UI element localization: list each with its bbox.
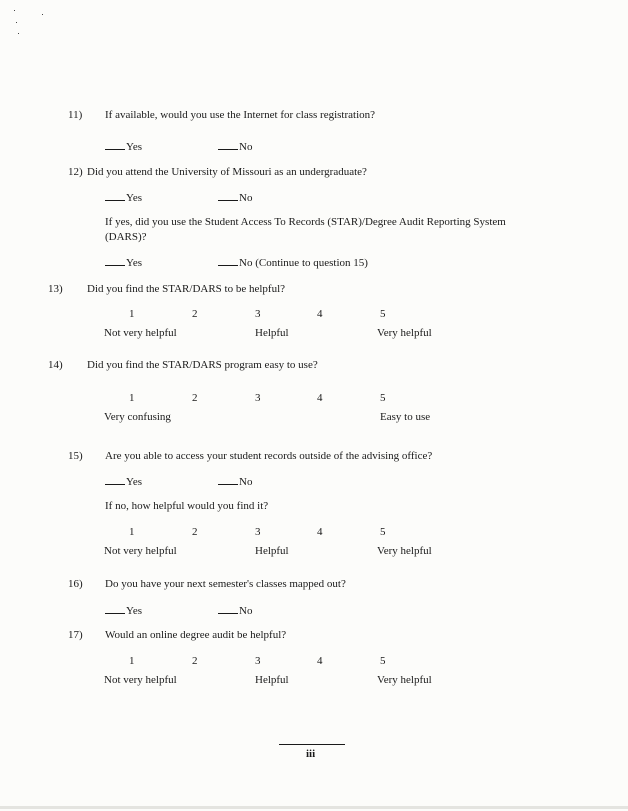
- q17-label-low: Not very helpful: [104, 674, 177, 686]
- q17-scale-4[interactable]: 4: [317, 655, 323, 667]
- q16-no-option[interactable]: No: [218, 604, 252, 617]
- q12-text: Did you attend the University of Missouri as an undergraduate?: [87, 166, 367, 178]
- q12-followup-line2: (DARS)?: [105, 231, 147, 243]
- q16-yes-option[interactable]: Yes: [105, 604, 142, 617]
- q17-text: Would an online degree audit be helpful?: [105, 629, 287, 641]
- q14-number: 14): [48, 359, 63, 371]
- q12-followup-no-option[interactable]: No (Continue to question 15): [218, 256, 368, 269]
- answer-blank[interactable]: [218, 475, 238, 485]
- page-number: iii: [306, 748, 316, 760]
- q14-scale-4[interactable]: 4: [317, 392, 323, 404]
- scan-speck: [42, 14, 43, 15]
- q15-scale-5[interactable]: 5: [380, 526, 386, 538]
- answer-blank[interactable]: [105, 140, 125, 150]
- q17-scale-1[interactable]: 1: [129, 655, 135, 667]
- scan-speck: [14, 10, 15, 11]
- q14-scale-3[interactable]: 3: [255, 392, 261, 404]
- q16-text: Do you have your next semester's classes mapped out?: [105, 578, 346, 590]
- q14-scale-1[interactable]: 1: [129, 392, 135, 404]
- q11-text: If available, would you use the Internet for class registration?: [105, 109, 376, 121]
- q13-text: Did you find the STAR/DARS to be helpful?: [87, 283, 286, 295]
- answer-blank[interactable]: [218, 191, 238, 201]
- q12-number: 12): [68, 166, 83, 178]
- q15-no-option[interactable]: No: [218, 475, 252, 488]
- answer-blank[interactable]: [218, 140, 238, 150]
- q17-scale-2[interactable]: 2: [192, 655, 198, 667]
- q14-scale-5[interactable]: 5: [380, 392, 386, 404]
- q13-label-high: Very helpful: [377, 327, 432, 339]
- q11-yes-option[interactable]: Yes: [105, 140, 142, 153]
- q17-number: 17): [68, 629, 83, 641]
- q13-scale-4[interactable]: 4: [317, 308, 323, 320]
- q15-label-mid: Helpful: [255, 545, 289, 557]
- answer-blank[interactable]: [218, 604, 238, 614]
- q15-scale-3[interactable]: 3: [255, 526, 261, 538]
- q12-no-option[interactable]: No: [218, 191, 252, 204]
- q14-scale-2[interactable]: 2: [192, 392, 198, 404]
- q13-scale-5[interactable]: 5: [380, 308, 386, 320]
- q13-label-mid: Helpful: [255, 327, 289, 339]
- answer-blank[interactable]: [105, 604, 125, 614]
- scan-speck: [18, 33, 19, 34]
- q15-text: Are you able to access your student records outside of the advising office?: [105, 450, 433, 462]
- q15-followup: If no, how helpful would you find it?: [105, 500, 269, 512]
- q17-label-high: Very helpful: [377, 674, 432, 686]
- scan-speck: [16, 22, 17, 23]
- q15-yes-option[interactable]: Yes: [105, 475, 142, 488]
- q15-scale-4[interactable]: 4: [317, 526, 323, 538]
- q13-scale-2[interactable]: 2: [192, 308, 198, 320]
- q14-text: Did you find the STAR/DARS program easy to use?: [87, 359, 318, 371]
- q15-label-low: Not very helpful: [104, 545, 177, 557]
- answer-blank[interactable]: [105, 475, 125, 485]
- q13-scale-3[interactable]: 3: [255, 308, 261, 320]
- answer-blank[interactable]: [218, 256, 238, 266]
- q15-scale-1[interactable]: 1: [129, 526, 135, 538]
- q15-number: 15): [68, 450, 83, 462]
- q14-label-low: Very confusing: [104, 411, 171, 423]
- answer-blank[interactable]: [105, 191, 125, 201]
- q13-scale-1[interactable]: 1: [129, 308, 135, 320]
- scan-bottom-edge: [0, 806, 628, 809]
- q13-label-low: Not very helpful: [104, 327, 177, 339]
- q17-label-mid: Helpful: [255, 674, 289, 686]
- q11-no-option[interactable]: No: [218, 140, 252, 153]
- footer-rule: [279, 744, 345, 745]
- q16-number: 16): [68, 578, 83, 590]
- answer-blank[interactable]: [105, 256, 125, 266]
- q14-label-high: Easy to use: [380, 411, 431, 423]
- q12-followup-yes-option[interactable]: Yes: [105, 256, 142, 269]
- q11-number: 11): [68, 109, 83, 121]
- q12-yes-option[interactable]: Yes: [105, 191, 142, 204]
- q12-followup-line1: If yes, did you use the Student Access To Records (STAR)/Degree Audit Reporting System: [105, 216, 506, 228]
- q17-scale-5[interactable]: 5: [380, 655, 386, 667]
- q13-number: 13): [48, 283, 63, 295]
- q15-scale-2[interactable]: 2: [192, 526, 198, 538]
- q15-label-high: Very helpful: [377, 545, 432, 557]
- q17-scale-3[interactable]: 3: [255, 655, 261, 667]
